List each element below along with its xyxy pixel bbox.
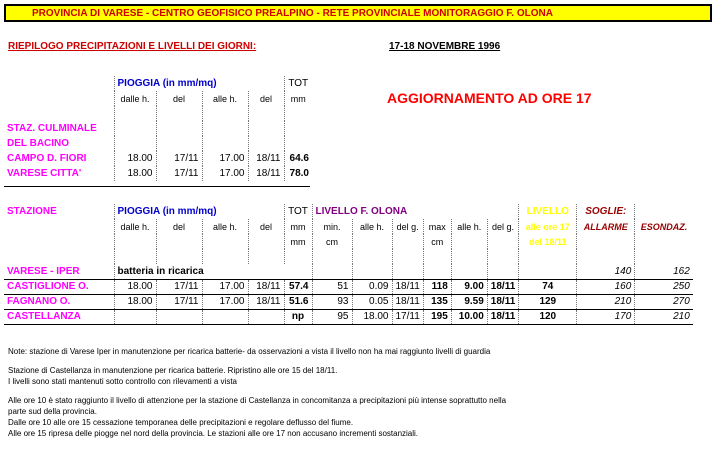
stations-table [4,204,693,325]
col-del: del [156,91,202,106]
cell-dalle [114,309,156,324]
allarme-label: ALLARME [577,219,635,234]
cell-esondaz: 250 [635,279,693,294]
riepilogo-label: RIEPILOGO PRECIPITAZIONI E LIVELLI DEI GIORNI: [8,41,257,52]
cell-del: 17/11 [156,294,202,309]
cell-del: 17/11 [156,166,202,181]
cell-min: 95 [312,309,352,324]
cell-alle: 17.00 [202,279,248,294]
culminal-section-line: DEL BACINO [7,138,70,149]
cell-min: 93 [312,294,352,309]
cell-livello: 120 [519,309,577,324]
culminal-table [4,76,312,181]
cell-min-alle: 0.05 [352,294,392,309]
col-min: min. [312,219,352,234]
note-line: I livelli sono stati mantenuti sotto controllo con rilevamenti a vista [8,377,237,386]
cell-livello: 129 [519,294,577,309]
cell-max-del: 18/11 [487,279,518,294]
cell-del [156,309,202,324]
col-min-alle: alle h. [352,219,392,234]
cell-min-del: 18/11 [392,294,423,309]
cell-max-alle: 10.00 [451,309,487,324]
cell-del: 18/11 [248,166,284,181]
station-name: CAMPO D. FIORI [7,153,87,164]
cell-dalle: 18.00 [114,294,156,309]
culminal-tot-header: TOT [284,76,312,91]
cell-dalle: 18.00 [114,279,156,294]
riepilogo-date: 17-18 NOVEMBRE 1996 [389,41,501,52]
col-del: del [156,219,202,234]
cell-del: 18/11 [248,294,284,309]
stations-tot-header: TOT [284,204,312,219]
cell-livello: 74 [519,279,577,294]
station-note: batteria in ricarica [114,264,312,279]
table-row [4,166,312,181]
tot-unit: mm [284,234,312,249]
col-alle: alle h. [202,91,248,106]
cell-allarme: 170 [577,309,635,324]
cell-tot: 78.0 [284,166,312,181]
cell-alle [202,309,248,324]
culminal-section-line: STAZ. CULMINALE [7,123,97,134]
cell-tot: 57.4 [284,279,312,294]
cell-min-alle: 18.00 [352,309,392,324]
note-line: Alle ore 10 è stato raggiunto il livello di attenzione per la stazione di Castellanza in concomitanza a precipitazioni più intense soprattutto nella [8,396,507,405]
table-row [4,151,312,166]
livello-yellow-line: alle ore 17 [519,219,577,234]
min-unit: cm [312,234,352,249]
note-line: Dalle ore 10 alle ore 15 cessazione temporanea delle precipitazioni e regolare deflusso del fiume. [8,418,354,427]
livello-header: LIVELLO F. OLONA [312,204,519,219]
col-del: del [248,219,284,234]
cell-esondaz: 162 [635,264,693,279]
cell-del: 18/11 [248,279,284,294]
cell-allarme: 210 [577,294,635,309]
notes-block [8,346,506,439]
note-line: Note: stazione di Varese Iper in manutenzione per ricarica batterie- da osservazioni a vista il livello non ha mai raggiunto livelli di guardia [8,347,491,356]
station-name: FAGNANO O. [4,294,114,309]
col-max: max [423,219,451,234]
esondaz-label: ESONDAZ. [635,219,693,234]
cell-max: 135 [423,294,451,309]
col-max-alle: alle h. [451,219,487,234]
cell-tot: 51.6 [284,294,312,309]
note-line: Stazione di Castellanza in manutenzione per ricarica batterie. Ripristino alle ore 15 del 18/11. [8,366,338,375]
cell-max: 195 [423,309,451,324]
cell-esondaz: 270 [635,294,693,309]
cell-allarme: 160 [577,279,635,294]
cell-del: 18/11 [248,151,284,166]
col-del: del [248,91,284,106]
station-name: CASTIGLIONE O. [4,279,114,294]
cell-max-alle: 9.00 [451,279,487,294]
stations-pioggia-header: PIOGGIA (in mm/mq) [114,204,284,219]
cell-del: 17/11 [156,279,202,294]
cell-alle: 17.00 [202,294,248,309]
livello-yellow-line: LIVELLO [519,204,577,219]
station-name: VARESE CITTA' [7,168,82,179]
col-dalle: dalle h. [114,219,156,234]
cell-esondaz: 210 [635,309,693,324]
cell-max-del: 18/11 [487,294,518,309]
cell-tot: np [284,309,312,324]
col-min-del: del g. [392,219,423,234]
stazione-header: STAZIONE [7,206,57,217]
max-unit: cm [423,234,451,249]
cell-dalle: 18.00 [114,166,156,181]
cell-max: 118 [423,279,451,294]
divider [4,186,310,187]
cell-min: 51 [312,279,352,294]
livello-yellow-line: del 18/11 [519,234,577,249]
col-alle: alle h. [202,219,248,234]
cell-max-alle: 9.59 [451,294,487,309]
station-name: CASTELLANZA [4,309,114,324]
cell-del [248,309,284,324]
table-row [4,294,693,309]
note-line: Alle ore 15 ripresa delle piogge nel nord della provincia. Le stazioni alle ore 17 non accusano incrementi sostanziali. [8,429,419,438]
table-row [4,279,693,294]
table-row [4,309,693,324]
cell-alle: 17.00 [202,166,248,181]
tot-unit: mm [284,219,312,234]
aggiornamento-label: AGGIORNAMENTO AD ORE 17 [387,90,592,106]
cell-dalle: 18.00 [114,151,156,166]
cell-max-del: 18/11 [487,309,518,324]
cell-min-alle: 0.09 [352,279,392,294]
col-dalle: dalle h. [114,91,156,106]
cell-alle: 17.00 [202,151,248,166]
col-max-del: del g. [487,219,518,234]
cell-del: 17/11 [156,151,202,166]
note-line: parte sud della provincia. [8,407,97,416]
header-banner [4,4,712,22]
cell-allarme: 140 [577,264,635,279]
station-name: VARESE - IPER [4,264,114,279]
soglie-label: SOGLIE: [577,204,635,219]
cell-min-del: 18/11 [392,279,423,294]
culminal-pioggia-header: PIOGGIA (in mm/mq) [114,76,284,91]
table-row [4,264,693,279]
cell-min-del: 17/11 [392,309,423,324]
tot-unit: mm [284,91,312,106]
header-title: PROVINCIA DI VARESE - CENTRO GEOFISICO PREALPINO - RETE PROVINCIALE MONITORAGGIO F. OLONA [32,8,553,19]
cell-tot: 64.6 [284,151,312,166]
